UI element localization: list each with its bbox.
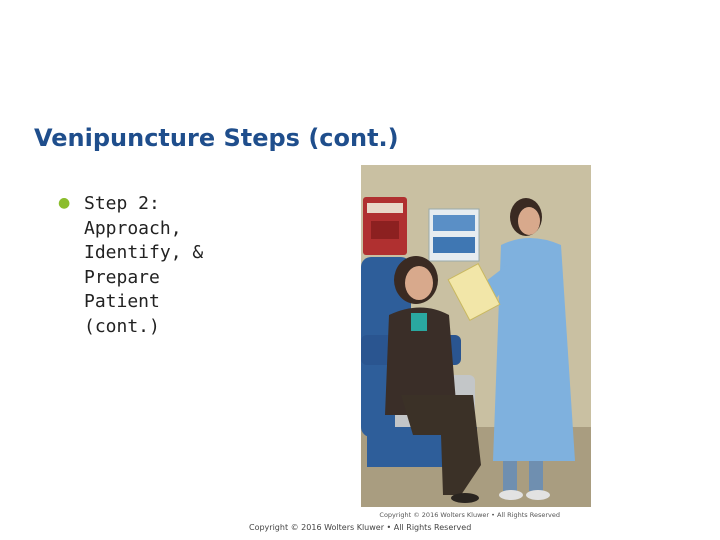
bullet-line: Identify, & <box>84 242 204 263</box>
slide-footer: Copyright © 2016 Wolters Kluwer • All Rights Reserved <box>249 523 472 532</box>
slide-title: Venipuncture Steps (cont.) <box>34 124 399 152</box>
bullet-line: (cont.) <box>84 315 160 337</box>
bullet-icon: ● <box>58 195 71 211</box>
patient-photo <box>361 165 591 507</box>
bullet-text <box>84 192 203 339</box>
bullet-item <box>58 192 228 339</box>
bullet-line: Approach, <box>84 217 182 239</box>
bullet-list <box>58 192 228 339</box>
photo-copyright: Copyright © 2016 Wolters Kluwer • All Rights Reserved <box>379 511 560 519</box>
bullet-line: Patient <box>84 291 160 312</box>
bullet-line: Step 2: <box>84 193 160 214</box>
bullet-line: Prepare <box>84 266 160 288</box>
